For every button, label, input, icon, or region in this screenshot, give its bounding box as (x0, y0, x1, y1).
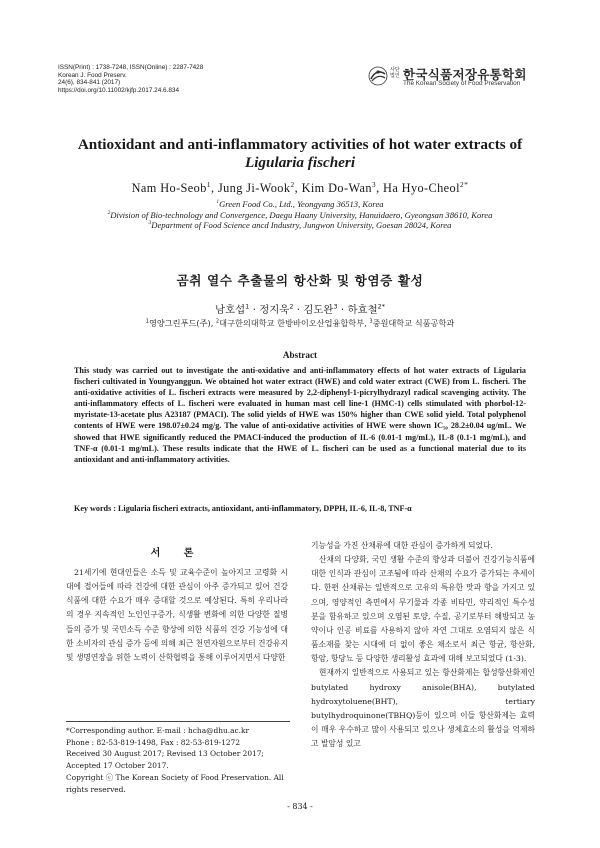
footnote (66, 725, 290, 795)
contact-phone: Phone : 82-53-819-1498, Fax : 82-53-819-1272 (66, 737, 241, 747)
journal-name: Korean J. Food Preserv. (58, 71, 127, 79)
abstract-heading: Abstract (282, 350, 318, 360)
logo-english-name: The Korean Society of Food Preservation (403, 80, 521, 87)
author-list: Nam Ho-Seob$^1$, Jung Ji-Wook$^2$, Kim Do-Wan$^3$, Ha Hyo-Cheol$^{2*}$ (131, 179, 469, 195)
page-number: - 834 - (287, 802, 313, 811)
paragraph: 산채의 다양화, 국민 생활 수준의 향상과 더불어 건강기능식품에 대한 인식과 관심이 고조됨에 따라 산채의 수요가 증가되는 추세이다. 한편 산채류는 일반적으로 고유의 특유한 맛과 향을 가지고 있으며, 영양적인 측면에서 무기물과 각종 비타민, 약리적인 특수성분을 함유하고 있으며 오염된 토양, 수질, 공기로부터 해방되고 농약이나 인공 비료를 사용하지 않아 자연 그대로 오염되지 않은 식품소재를 찾는 시대에 더 없이 좋은 채소로서 최근 항균, 항산화, 항암, 항당뇨 등 다양한 생리활성 효과에 대해 보고되었다 (1-3). (311, 555, 535, 664)
paragraph: 현재까지 일반적으로 사용되고 있는 항산화제는 합성항산화제인 butylated hydroxy anisole(BHA), butylated hydroxytoluene(BHT), tertiary butylhydroquinone(TBHQ)등이 있으며 이들 항산화제는 효력이 매우 우수하고 많이 사용되고 있으나 생체효소의 활성을 억제하고 발암성 있고 (311, 668, 535, 749)
keywords-list: Ligularia fischeri extracts, antioxidant, anti-inflammatory, DPPH, IL-6, IL-8, TNF-α (118, 504, 412, 513)
issn-line: ISSN(Print) : 1738-7248, ISSN(Online) : 2287-7428 (58, 64, 204, 71)
copyright: Copyright ⓒ The Korean Society of Food Preservation. All rights reserved. (66, 772, 284, 794)
affiliation-list (30, 199, 570, 231)
korean-title: 곰취 열수 추출물의 항산화 및 항염증 활성 (176, 273, 424, 288)
paragraph: 기능성을 가진 산채류에 대한 관심이 증가하게 되었다. (311, 541, 493, 550)
korean-affiliations: $^1$영양그린푸드(주), $^2$대구한의대학교 한방바이오산업융합학부, $^3$중원대학교 식품공학과 (145, 318, 455, 328)
author: Jung Ji-Wook$^2$ (217, 179, 295, 195)
society-emblem-icon (368, 66, 388, 86)
doi-link[interactable]: https://doi.org/10.11002/kjfp.2017.24.6.834 (58, 86, 180, 94)
intro-right-column (311, 539, 535, 751)
intro-heading: 서 론 (150, 548, 204, 559)
logo-korean-name: 한국식품저장유통학회 (403, 67, 527, 82)
paper-title (30, 136, 570, 172)
abstract-text: This study was carried out to investigate the anti-oxidative and anti-inflammatory effects of hot water extracts of Ligularia fischeri cultivated in Youngyanggun. We obtained hot water extract (HWE) and cold water extract (CWE) from L. fischeri. The anti-oxidative activities of L. fischeri extracts were measured by 2,2-diphenyl-1-picrylhydrazyl radical scavenging activity. The anti-inflammatory effects of L. fischeri were evaluated in human mast cell line-1 (HMC-1) cells stimulated with phorbol-12-myristate-13-acetate plus A23187 (PMACI). The solid yields of HWE was 150% higher than CWE solid yield. Total polyphenol contents of HWE were 198.07±0.24 mg/g. The value of anti-oxidative activities of HWE were shown IC₅₀ 28.2±0.04 ug/mL. We showed that HWE significantly reduced the PMACI-induced the production of IL-6 (0.01-1 mg/mL), IL-8 (0.1-1 mg/mL), and TNF-α (0.01-1 mg/mL). These results indicate that the HWE of L. fischeri can be used as a functional material due to its antioxidant and anti-inflammatory activities. (74, 366, 526, 464)
keywords-label: Key words : (74, 504, 119, 513)
received-dates: Received 30 August 2017; Revised 13 October 2017; Accepted 17 October 2017. (66, 749, 264, 771)
keywords (74, 504, 526, 513)
logo-prefix: 사단법인 (390, 67, 400, 79)
korean-author-list: 남호섭$^1$ · 정지욱$^2$ · 김도완$^3$ · 하효철$^{2*}$ (215, 302, 385, 316)
affiliation: $^3$Department of Food Science ancd Industry, Jungwon University, Goesan 28024, Korea (148, 220, 452, 231)
journal-metadata (58, 64, 203, 94)
footnote-rule (66, 721, 290, 722)
society-logo (368, 64, 568, 90)
affiliation: $^2$Division of Bio-technology and Convergence, Daegu Haany University, Hanuidaero, Gyeongsan 38610, Korea (107, 209, 493, 220)
author: Nam Ho-Seob$^1$ (131, 179, 211, 195)
affiliation: $^1$Green Food Co., Ltd., Yeongyang 36513, Korea (216, 199, 384, 209)
author: Kim Do-Wan$^3$ (301, 179, 377, 195)
intro-left-column: 21세기에 현대인들은 소득 및 교육수준이 높아지고 고령화 시대에 접어들에 따라 건강에 대한 관심이 아주 증가되고 있어 건강식품에 대한 수요가 매우 증대할 것으로 예상된다. 특히 우리나라의 경우 지속적인 노인인구증가, 식생활 변화에 의한 다양한 질병들의 증가 및 국민소득 수준 향상에 의한 식품의 건강 기능성에 대한 소비자의 관심 증가 등에 의해 최근 천연자원으로부터 건강유지 및 생명연장을 위한 노력이 산학협력을 통해 이루어지면서 다양한 (66, 568, 288, 662)
title-line-1: Antioxidant and anti-inflammatory activities of hot water extracts of (77, 136, 523, 153)
volume-line: 24(6), 834-841 (2017) (58, 79, 121, 87)
title-line-2: Ligularia fischeri (244, 154, 356, 171)
corresponding-author: *Corresponding author. E-mail : hcha@dhu.ac.kr (66, 726, 249, 735)
author: Ha Hyo-Cheol$^{2*}$ (383, 179, 469, 195)
